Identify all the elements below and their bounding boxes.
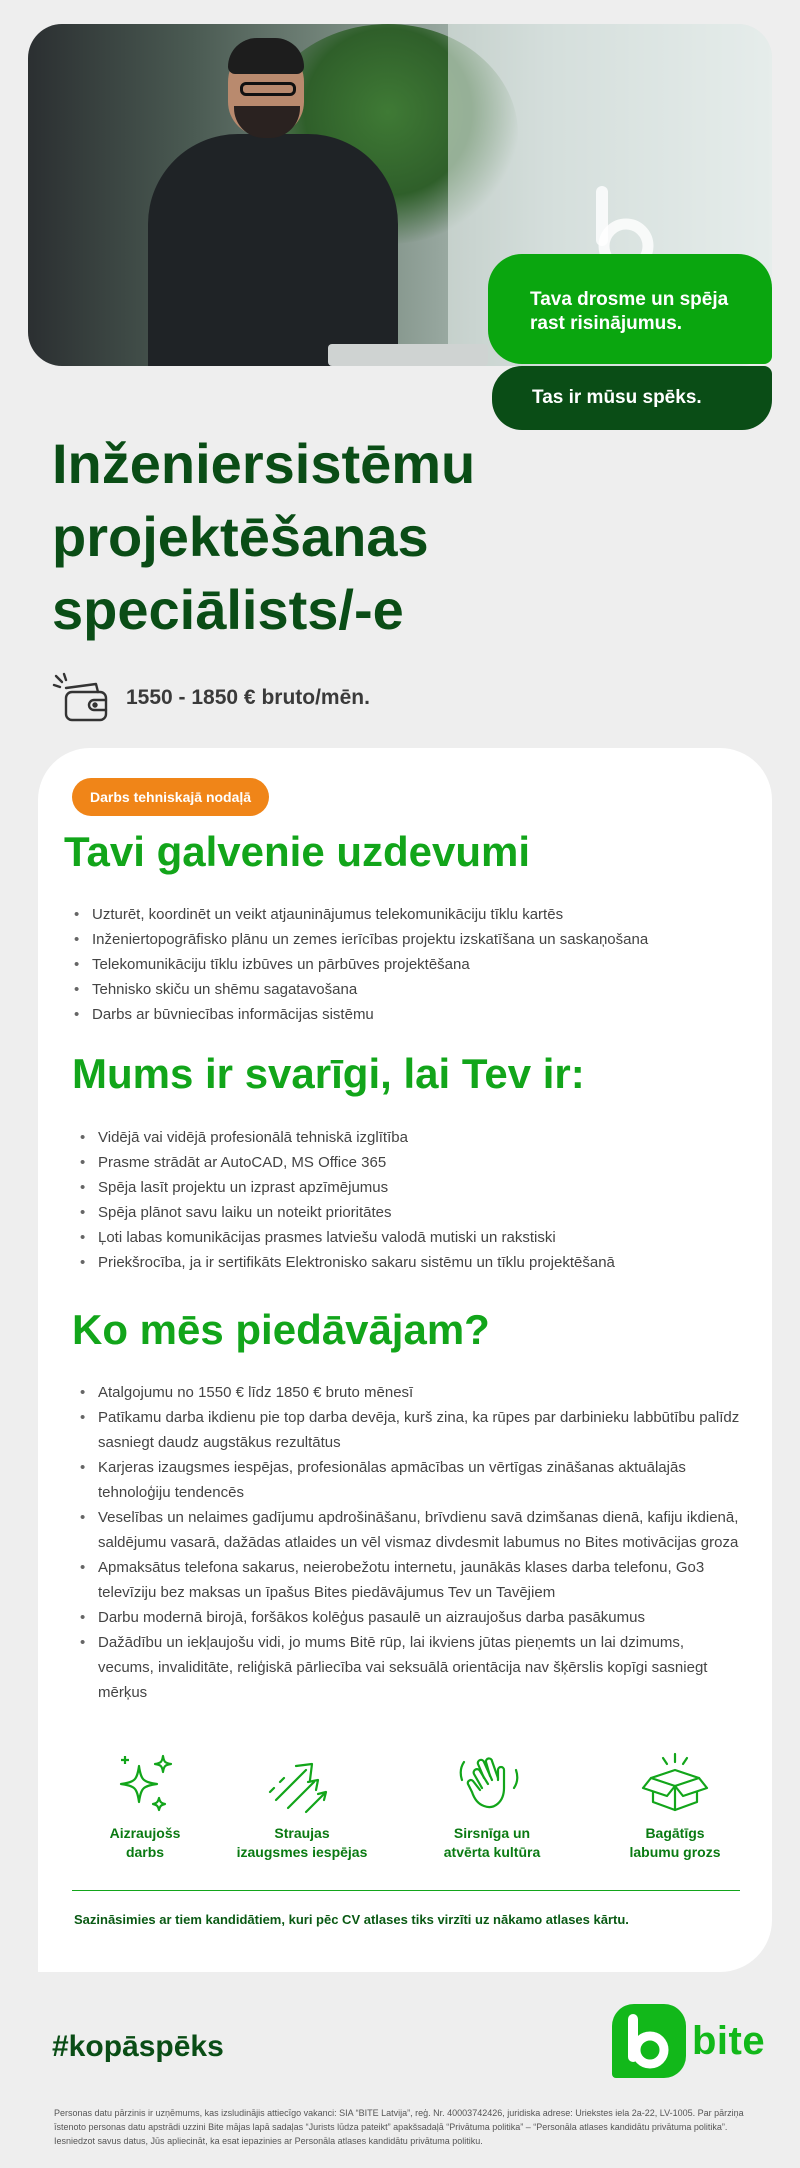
bite-wordmark: bite [692, 2018, 766, 2063]
perk-growth [217, 1752, 387, 1862]
growth-arrows-icon [266, 1752, 338, 1816]
list-item: • Ļoti labas komunikācijas prasmes latviešu valodā mutiski un rakstiski [76, 1225, 716, 1250]
perk-label: Sirsnīga un atvērta kultūra [443, 1825, 541, 1860]
bite-logo[interactable] [612, 2004, 772, 2078]
waving-hand-icon [456, 1752, 528, 1816]
list-item: • Karjeras izaugsmes iespējas, profesionālas apmācības un vērtīgas zināšanas aktuālajās tehnoloģiju tendencēs [76, 1455, 742, 1505]
list-item: • Inženiertopogrāfisko plānu un zemes ierīcības projektu izskatīšana un saskaņošana [70, 927, 710, 952]
department-tag: Darbs tehniskajā nodaļā [72, 778, 269, 816]
tagline-1: Tava drosme un spēja rast risinājumus. [530, 289, 729, 334]
gift-box-icon [639, 1752, 711, 1816]
list-item: • Vidējā vai vidējā profesionālā tehniskā izglītība [76, 1125, 716, 1150]
salary-row [52, 672, 370, 724]
perk-label: Aizraujošs darbs [109, 1825, 181, 1860]
requirements-list [76, 1125, 716, 1275]
list-item: • Veselības un nelaimes gadījumu apdrošināšanu, brīvdienu savā dzimšanas dienā, kafiju ikdienā, saldējumu vasarā, dažādas atlaides un vēl vismaz divdesmit labumus no Bites motivācijas groza [76, 1505, 742, 1555]
list-item: • Darbu modernā birojā, foršākos kolēģus pasaulē un aizraujošus darba pasākumus [76, 1605, 742, 1630]
list-item: • Patīkamu darba ikdienu pie top darba devēja, kurš zina, ka rūpes par darbinieku labbūtību palīdz sasniegt daudz augstākus rezultātus [76, 1405, 742, 1455]
list-item: • Uzturēt, koordinēt un veikt atjauninājumus telekomunikāciju tīklu kartēs [70, 902, 710, 927]
bite-logo-mark-icon [612, 2004, 686, 2078]
tagline-2: Tas ir mūsu spēks. [532, 387, 702, 408]
perk-culture [407, 1752, 577, 1862]
list-item: • Telekomunikāciju tīklu izbūves un pārbūves projektēšana [70, 952, 710, 977]
laptop [328, 344, 488, 366]
offer-list [76, 1380, 742, 1705]
job-title: Inženiersistēmu projektēšanas speciālists/-e [52, 432, 476, 641]
person-hair [228, 38, 304, 74]
list-item: • Tehnisko skiču un shēmu sagatavošana [70, 977, 710, 1002]
divider [72, 1890, 740, 1891]
list-item: • Prasme strādāt ar AutoCAD, MS Office 365 [76, 1150, 716, 1175]
tagline-bubble-primary [488, 254, 772, 364]
perk-label: Bagātīgs labumu grozs [629, 1825, 721, 1860]
list-item: • Spēja lasīt projektu un izprast apzīmējumus [76, 1175, 716, 1200]
legal-notice: Personas datu pārzinis ir uzņēmums, kas izsludinājis attiecīgo vakanci: SIA “BITE Latvija”, reģ. Nr. 40003742426, juridiska adrese: Uriekstes iela 2a-22, LV-1005. Par pārziņa īstenoto personas datu apstrādi uzzini Bite mājas lapā sadaļas “Jurists lūdza pateikt” apakšsadaļā “Privātuma politika” – “Personāla atlases kandidātu privātuma politika”. Iesniedzot savus datus, Jūs apliecināt, ka esat iepazinies ar Personāla atlases kandidātu privātuma politiku. [54, 2108, 744, 2146]
wallet-icon [52, 672, 112, 724]
perks-row [60, 1752, 760, 1868]
list-item: • Apmaksātus telefona sakarus, neierobežotu internetu, jaunākās klases darba telefonu, Go3 televīziju bez maksas un īpašus Bites piedāvājumus Tev un Tavējiem [76, 1555, 742, 1605]
perk-exciting-work [60, 1752, 230, 1862]
offer-heading: Ko mēs piedāvājam? [72, 1306, 490, 1353]
requirements-heading: Mums ir svarīgi, lai Tev ir: [72, 1050, 585, 1097]
tasks-heading: Tavi galvenie uzdevumi [64, 828, 531, 875]
person-body [148, 134, 398, 366]
list-item: • Atalgojumu no 1550 € līdz 1850 € bruto mēnesī [76, 1380, 742, 1405]
contact-note: Sazināsimies ar tiem kandidātiem, kuri pēc CV atlases tiks virzīti uz nākamo atlases kārtu. [74, 1912, 629, 1927]
hashtag: #kopāspēks [52, 2030, 224, 2063]
list-item: • Priekšrocība, ja ir sertifikāts Elektronisko sakaru sistēmu un tīklu projektēšanā [76, 1250, 716, 1275]
list-item: • Darbs ar būvniecības informācijas sistēmu [70, 1002, 710, 1027]
perk-label: Straujas izaugsmes iespējas [236, 1825, 368, 1860]
sparkles-icon [113, 1752, 177, 1816]
tasks-list [70, 902, 710, 1027]
person-glasses [240, 82, 296, 96]
list-item: • Dažādību un iekļaujošu vidi, jo mums Bitē rūp, lai ikviens jūtas pieņemts un lai dzimums, vecums, invaliditāte, reliģiskā pārliecība vai seksuālā orientācija nav šķērslis kopīgi sasniegt mērķus [76, 1630, 742, 1705]
perk-benefits [590, 1752, 760, 1862]
list-item: • Spēja plānot savu laiku un noteikt prioritātes [76, 1200, 716, 1225]
salary-text: 1550 - 1850 € bruto/mēn. [126, 686, 370, 709]
tagline-bubble-secondary [492, 366, 772, 430]
